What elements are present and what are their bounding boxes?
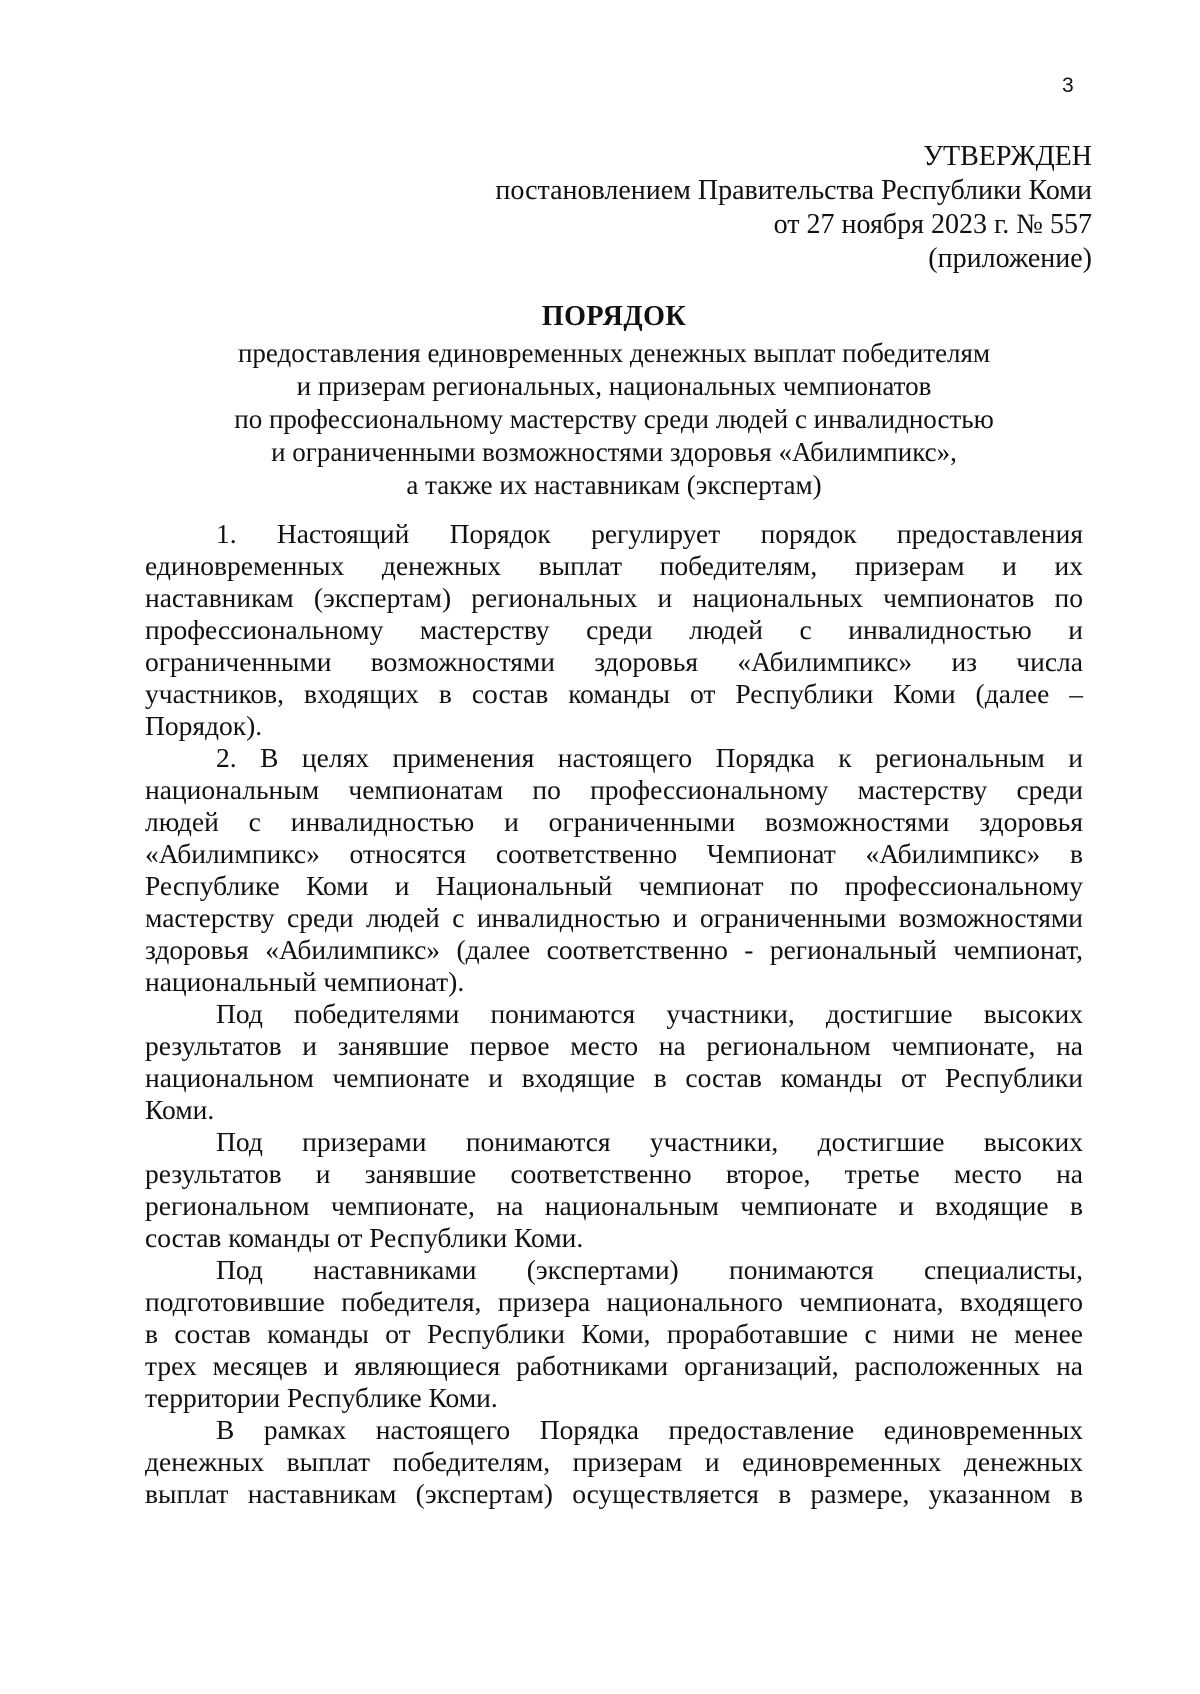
- paragraph-payments: [145, 1414, 1083, 1510]
- text-line: Под призерами понимаются участники, достигшие высоких: [216, 1126, 1083, 1157]
- page-number: 3: [1062, 74, 1074, 97]
- text-line: В рамках настоящего Порядка предоставление единовременных: [216, 1414, 1083, 1445]
- text-line: мастерству среди людей с инвалидностью и ограниченными возможностями: [145, 902, 1083, 933]
- text-line: здоровья «Абилимпикс» (далее соответственно - региональный чемпионат,: [145, 934, 1083, 965]
- text-line: территории Республике Коми.: [145, 1382, 498, 1413]
- text-line: Под победителями понимаются участники, достигшие высоких: [216, 998, 1083, 1029]
- subtitle-line: и ограниченными возможностями здоровья «Абилимпикс»,: [271, 437, 957, 467]
- approval-line: от 27 ноября 2023 г. № 557: [773, 209, 1092, 240]
- text-line: результатов и занявшие соответственно второе, третье место на: [145, 1158, 1083, 1189]
- paragraph-winners: [145, 998, 1083, 1126]
- text-line: региональном чемпионате, на национальным чемпионате и входящие в: [145, 1190, 1083, 1221]
- text-line: трех месяцев и являющиеся работниками организаций, расположенных на: [145, 1350, 1083, 1381]
- text-line: национальным чемпионатам по профессиональному мастерству среди: [145, 774, 1083, 805]
- text-line: Коми.: [145, 1094, 215, 1125]
- paragraph-mentors: [145, 1254, 1083, 1414]
- text-line: выплат наставникам (экспертам) осуществляется в размере, указанном в: [145, 1478, 1083, 1509]
- text-line: единовременных денежных выплат победителям, призерам и их: [145, 550, 1083, 581]
- paragraph-2: [145, 742, 1083, 998]
- approval-line: УТВЕРЖДЕН: [923, 141, 1092, 172]
- text-line: национальный чемпионат).: [145, 966, 465, 997]
- text-line: профессиональному мастерству среди людей с инвалидностью и: [145, 614, 1083, 645]
- text-line: людей с инвалидностью и ограниченными возможностями здоровья: [145, 806, 1083, 837]
- subtitle-line: по профессиональному мастерству среди людей с инвалидностью: [234, 404, 994, 434]
- text-line: национальном чемпионате и входящие в состав команды от Республики: [145, 1062, 1083, 1093]
- document-body: [145, 518, 1083, 1510]
- paragraph-prizewinners: [145, 1126, 1083, 1254]
- subtitle-line: а также их наставникам (экспертам): [406, 470, 822, 500]
- text-line: Республике Коми и Национальный чемпионат по профессиональному: [145, 870, 1083, 901]
- document-title: ПОРЯДОК: [541, 301, 687, 332]
- text-line: результатов и занявшие первое место на региональном чемпионате, на: [145, 1030, 1083, 1061]
- text-line: ограниченными возможностями здоровья «Абилимпикс» из числа: [145, 646, 1083, 677]
- text-line: наставникам (экспертам) региональных и национальных чемпионатов по: [145, 582, 1083, 613]
- paragraph-1: [145, 518, 1083, 742]
- approval-stamp: [300, 140, 1092, 276]
- subtitle-line: предоставления единовременных денежных выплат победителям: [237, 338, 991, 368]
- text-line: состав команды от Республики Коми.: [145, 1222, 584, 1253]
- text-line: 1. Настоящий Порядок регулирует порядок предоставления: [216, 518, 1083, 549]
- text-line: 2. В целях применения настоящего Порядка к региональным и: [216, 742, 1083, 773]
- approval-line: постановлением Правительства Республики Коми: [495, 175, 1092, 206]
- text-line: «Абилимпикс» относятся соответственно Чемпионат «Абилимпикс» в: [145, 838, 1083, 869]
- subtitle-line: и призерам региональных, национальных чемпионатов: [296, 371, 932, 401]
- text-line: в состав команды от Республики Коми, проработавшие с ними не менее: [145, 1318, 1083, 1349]
- text-line: подготовившие победителя, призера национального чемпионата, входящего: [145, 1286, 1083, 1317]
- text-line: денежных выплат победителям, призерам и единовременных денежных: [145, 1446, 1083, 1477]
- text-line: Под наставниками (экспертами) понимаются специалисты,: [216, 1254, 1083, 1285]
- document-subtitle: [145, 337, 1083, 502]
- text-line: Порядок).: [145, 710, 263, 741]
- approval-line: (приложение): [928, 243, 1092, 274]
- text-line: участников, входящих в состав команды от Республики Коми (далее –: [145, 678, 1083, 709]
